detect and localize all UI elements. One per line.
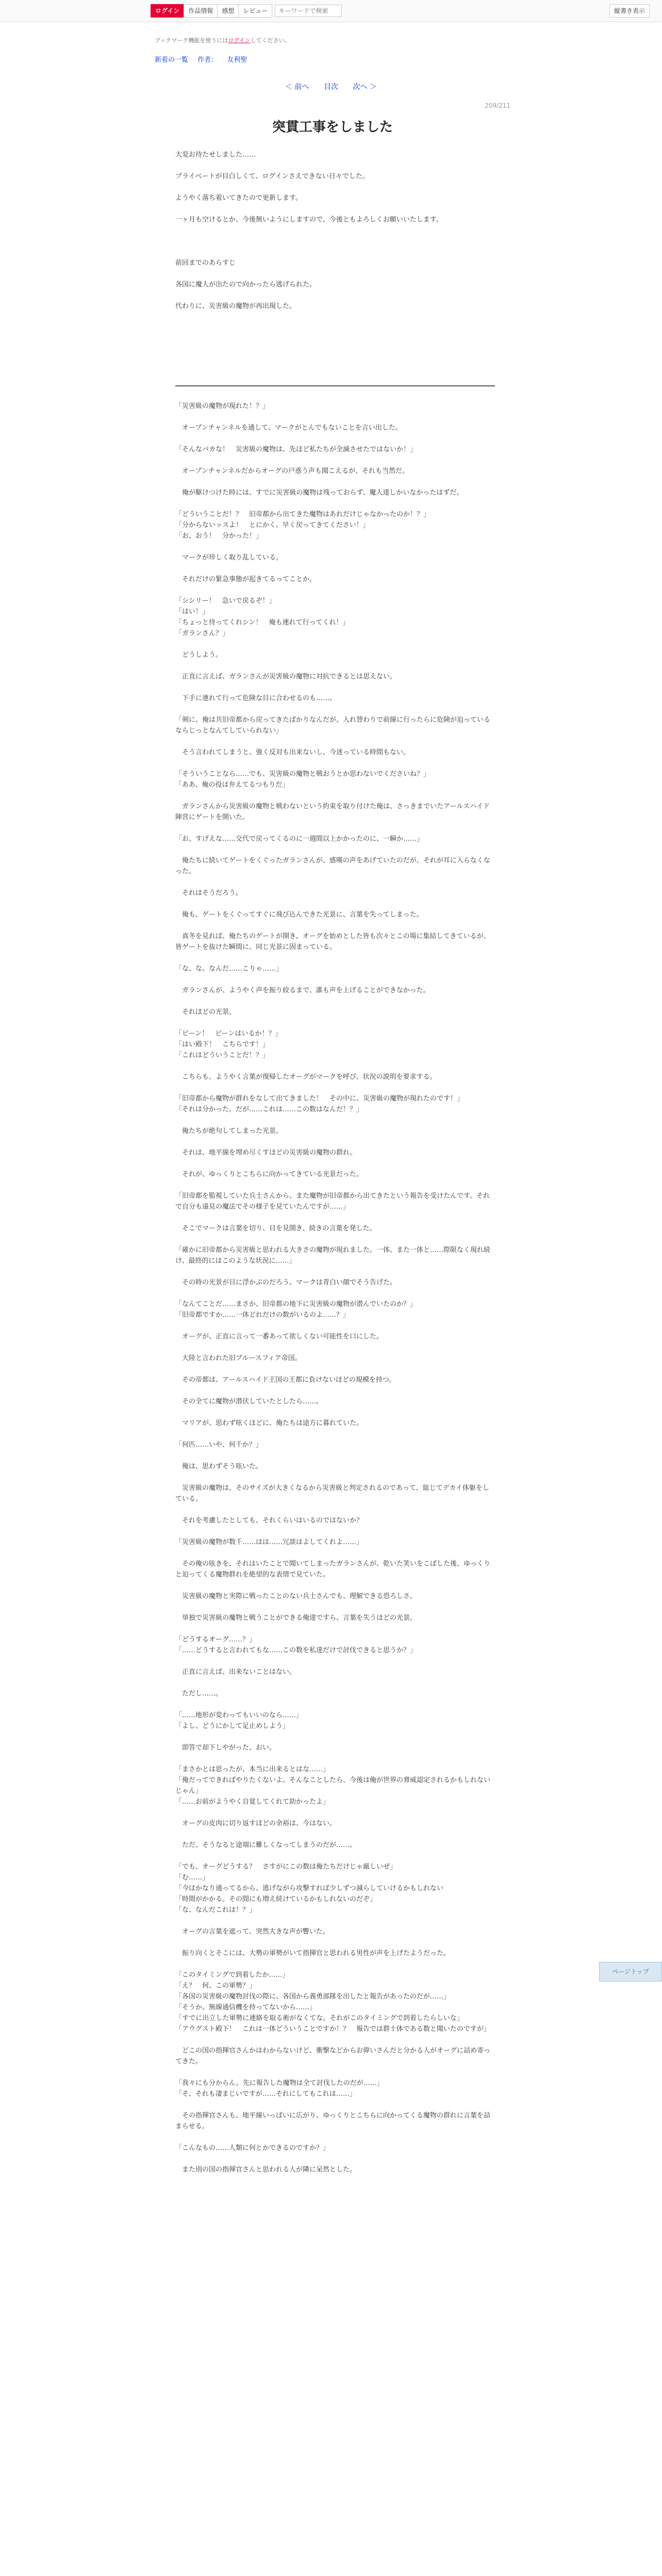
- body-paragraph: 「我々にも分からん。先に報告した魔物は全て討伐したのだが……」: [175, 2079, 384, 2087]
- index-link[interactable]: 目次: [324, 83, 338, 91]
- body-paragraph: [175, 1082, 495, 1093]
- body-paragraph: 振り向くとそこには、大勢の軍勢がいて指揮官と思われる男性が声を上げたようだった。: [175, 1950, 451, 1957]
- body-paragraph: 「ガランさん？」: [175, 630, 229, 637]
- body-paragraph: 「なんてことだ……まさか、旧帝都の地下に災害級の魔物が潜んでいたのか？」: [175, 1300, 417, 1308]
- preface-paragraph: ようやく落ち着いてきたので更新します。: [175, 194, 302, 202]
- body-paragraph: [175, 1288, 495, 1299]
- body-paragraph: [175, 1450, 495, 1461]
- page-top-button[interactable]: ページトップ: [599, 1962, 662, 1981]
- body-paragraph: 俺たちに続いてゲートをくぐったガランさんが、感嘆の声をあげていたのだが、それが耳に入らなくなった。: [175, 857, 490, 875]
- preface-paragraph: 代わりに、災害級の魔物が再出現した。: [175, 302, 296, 310]
- body-paragraph: どこの国の指揮官さんかはわからないけど、衝撃などからお偉いさんだと分かる人がオーグに詰め寄ってきた。: [175, 2047, 491, 2065]
- body-paragraph: 「な、なんだこれは！？」: [175, 1906, 256, 1914]
- body-paragraph: ガランさんから災害級の魔物と戦わないという約束を取り付けた俺は、さっきまでいたアールスハイド陣営にゲートを開いた。: [175, 803, 490, 821]
- body-paragraph: 俺も、ゲートをくぐってすぐに飛び込んできた光景に、言葉を失ってしまった。: [175, 911, 423, 919]
- body-paragraph: 「どういうことだ！？ 旧帝都から出てきた魔物はあれだけじゃなかったのか！？」: [175, 511, 431, 518]
- body-paragraph: 「……地形が変わってもいいのなら……」: [175, 1711, 303, 1719]
- body-paragraph: 俺は、思わずそう呟いた。: [175, 1463, 263, 1470]
- body-paragraph: それだけの緊急事態が起きてるってことか。: [175, 575, 317, 583]
- body-paragraph: 「どうするオーグ……？」: [175, 1636, 256, 1643]
- body-paragraph: 「お、おう！ 分かった！」: [175, 532, 263, 540]
- body-paragraph: 「そうか。無線通信機を持ってないから……」: [175, 2004, 317, 2011]
- body-paragraph: [175, 2035, 495, 2045]
- body-paragraph: [175, 758, 495, 769]
- body-paragraph: オーグが、正直に言って一番あって欲しくない可能性を口にした。: [175, 1333, 383, 1341]
- body-paragraph: 「まさかとは思ったが、本当に出来るとはな……」: [175, 1766, 330, 1773]
- body-paragraph: [175, 953, 495, 963]
- body-paragraph: その時の光景が目に浮かぶのだろう、マークは青白い顔でそう告げた。: [175, 1279, 397, 1286]
- body-paragraph: [175, 1548, 495, 1558]
- body-paragraph: [175, 1385, 495, 1396]
- body-paragraph: [175, 974, 495, 985]
- body-paragraph: [175, 660, 495, 671]
- preface-paragraph: 大変お待たせしました……: [175, 151, 256, 159]
- body-paragraph: 「でも、オーグどうする？ さすがにこの数は俺たちだけじゃ厳しいぜ」: [175, 1863, 397, 1871]
- body-paragraph: [175, 1504, 495, 1515]
- body-paragraph: 「はい殿下！ こちらです！」: [175, 1041, 269, 1048]
- body-paragraph: また別の国の指揮官さんと思われる人が隣に呆然とした。: [175, 2166, 357, 2174]
- body-paragraph: 大陸と言われた旧ブルースフィア帝国。: [175, 1354, 302, 1362]
- body-paragraph: オーグの言葉を遮って、突然大きな声が響いた。: [175, 1928, 329, 1936]
- search-input[interactable]: [275, 5, 342, 17]
- body-paragraph: 「剣に、俺は共旧帝都から戻ってきたばかりなんだが、入れ替わりで前線に行ったらに危険が迫っているならじっとなんてしていられない」: [175, 716, 491, 735]
- body-paragraph: オープンチャンネルだからオーグの戸惑う声も聞こえるが、それも当然だ。: [175, 467, 409, 475]
- chapter-number: 209/211: [485, 102, 510, 109]
- body-paragraph: ただ、そうなると途端に難しくなってしまうのだが……。: [175, 1841, 357, 1849]
- body-paragraph: それが、ゆっくりとこちらに向かってきている光景だった。: [175, 1171, 363, 1178]
- body-paragraph: [175, 920, 495, 931]
- top-bar: [0, 0, 662, 22]
- body-paragraph: [175, 1364, 495, 1375]
- body-paragraph: [175, 1807, 495, 1818]
- preface-paragraph: [175, 204, 495, 214]
- body-paragraph: 「それは分かった。だが……これは……この数はなんだ！？」: [175, 1106, 363, 1113]
- body-paragraph: 「ちょっと待ってくれシン！ 俺も連れて行ってくれ！」: [175, 619, 350, 626]
- body-paragraph: [175, 1959, 495, 1970]
- body-paragraph: 単独で災害級の魔物と戦うことができる俺達ですら、言葉を失うほどの光景。: [175, 1614, 417, 1622]
- body-paragraph: どうしよう。: [175, 651, 223, 659]
- preface-paragraph: [175, 225, 495, 236]
- preface-paragraph: [175, 268, 495, 279]
- preface-divider: [175, 385, 495, 386]
- preface-paragraph: 各国に魔人が出たので向かったら逃げられた。: [175, 281, 317, 289]
- notice-text-before: ブックマーク機能を使うには: [155, 37, 228, 44]
- body-paragraph: 「そ、それも凄まじいですが……それにしてもこれは……」: [175, 2090, 356, 2098]
- body-paragraph: それは、地平線を埋め尽くすほどの災害級の魔物の群れ。: [175, 1149, 357, 1157]
- body-paragraph: 「こんなもの……人類に何とかできるのですか？」: [175, 2144, 330, 2152]
- body-paragraph: [175, 1320, 495, 1331]
- body-paragraph: 「時間がかかる。その間にも増え続けているかもしれないのだぞ」: [175, 1895, 377, 1903]
- body-paragraph: オープンチャンネルを通して、マークがとんでもないことを言い出した。: [175, 424, 402, 432]
- body-paragraph: 災害級の魔物と実際に戦ったことのない兵士さんでも、理解できる恐ろしさ。: [175, 1592, 417, 1600]
- preface-paragraph: [175, 236, 495, 247]
- body-paragraph: [175, 1342, 495, 1353]
- body-paragraph: [175, 1472, 495, 1483]
- body-paragraph: ただし……。: [175, 1690, 223, 1698]
- body-paragraph: [175, 541, 495, 552]
- body-paragraph: それはそうだろう。: [175, 889, 243, 897]
- body-paragraph: 「今はかなり通ってるから、逃げながら攻撃すれば少しずつ減らしていけるかもしれない: [175, 1885, 444, 1892]
- body-paragraph: 下手に連れて行って危険な目に合わせるのも……。: [175, 694, 337, 702]
- body-paragraph: マリアが、思わず呟くほどに、俺たちは途方に暮れていた。: [175, 1419, 363, 1427]
- body-paragraph: [175, 1623, 495, 1634]
- preface-paragraph: プライベートが目白しくて、ログインさえできない日々でした。: [175, 173, 369, 180]
- body-paragraph: [175, 1266, 495, 1277]
- breadcrumb-author-name[interactable]: 友利聖: [227, 56, 247, 64]
- body-paragraph: [175, 899, 495, 909]
- body-paragraph: 「これはどういうことだ！？」: [175, 1052, 270, 1059]
- breadcrumb-author-label: 作者：: [197, 56, 218, 64]
- body-paragraph: [175, 1234, 495, 1245]
- body-paragraph: [175, 1158, 495, 1169]
- body-paragraph: 「シシリー！ 急いで戻るぞ！」: [175, 597, 276, 605]
- body-paragraph: [175, 1656, 495, 1667]
- body-paragraph: 「分からないッスよ！ とにかく、早く戻ってきてください！」: [175, 521, 370, 529]
- body-paragraph: [175, 2099, 495, 2110]
- body-paragraph: [175, 1937, 495, 1948]
- preface-paragraph: [175, 290, 495, 301]
- body-paragraph: [175, 844, 495, 855]
- chapter-pager: [0, 81, 662, 92]
- body-paragraph: [175, 1407, 495, 1418]
- body-paragraph: [175, 823, 495, 834]
- body-paragraph: その俺の呟きを、それはいたことで聞いてしまったガランさんが、乾いた笑いをこぼした後、ゆっくりと迫ってくる魔物群れを絶望的な表情で見ていた。: [175, 1560, 490, 1579]
- body-paragraph: [175, 1429, 495, 1439]
- body-paragraph: 「すでに出立した軍勢に連絡を取る術がなくてな。それがこのタイミングで到着したらしいな」: [175, 2014, 464, 2022]
- nav-impressions[interactable]: 感想: [217, 4, 239, 18]
- body-paragraph: [175, 1580, 495, 1591]
- body-paragraph: [175, 1137, 495, 1147]
- body-paragraph: 「ピーン！ ビーンはいるか！？」: [175, 1030, 282, 1038]
- body-paragraph: [175, 477, 495, 487]
- body-paragraph: [175, 1699, 495, 1710]
- body-paragraph: [175, 877, 495, 888]
- body-paragraph: [175, 2132, 495, 2143]
- body-paragraph: [175, 455, 495, 466]
- chapter-body: [175, 401, 495, 2175]
- body-paragraph: [175, 563, 495, 574]
- body-paragraph: それほどの光景。: [175, 1008, 236, 1016]
- body-paragraph: [175, 1061, 495, 1072]
- preface-paragraph: 一ヶ月も空けるとか、今後無いようにしますので、今後ともよろしくお願いいたします。: [175, 216, 443, 224]
- breadcrumb-new-list[interactable]: 新着の一覧: [155, 56, 189, 64]
- body-paragraph: [175, 736, 495, 747]
- body-paragraph: 「アウグスト殿下！ これは一体どういうことですか！？ 報告では群十体である数と聞いたのですが」: [175, 2025, 490, 2033]
- body-paragraph: 俺が駆けつけた時には、すでに災害級の魔物は残っておらず、魔人達しかいなかったはずだ。: [175, 489, 464, 497]
- body-paragraph: [175, 498, 495, 509]
- body-paragraph: 「……どうすると言われてもな……この数を私達だけで討伐できると思うか？」: [175, 1647, 417, 1654]
- body-paragraph: [175, 1602, 495, 1613]
- body-paragraph: 「旧帝都ですか……一体どれだけの数がいるのよ……？」: [175, 1311, 350, 1319]
- nav-work-info[interactable]: 作品情報: [184, 4, 218, 18]
- body-paragraph: 「旧帝都を監視していた兵士さんから、また魔物が旧帝都から出てきたという報告を受けたんです。それで自分も遠見の魔法でその様子を見ていたんですが……」: [175, 1192, 490, 1211]
- body-paragraph: 即答で却下しやがった、おい。: [175, 1744, 276, 1752]
- body-paragraph: [175, 1018, 495, 1028]
- body-paragraph: 俺たちが絶句してしまった光景。: [175, 1127, 283, 1135]
- notice-login-link[interactable]: ログイン: [228, 37, 251, 44]
- body-paragraph: 正直に言えば、ガランさんが災害級の魔物に対抗できるとは思えない。: [175, 673, 397, 681]
- body-paragraph: 正直に言えば、出来ないことはない。: [175, 1668, 296, 1676]
- preface-paragraph: [175, 182, 495, 193]
- body-paragraph: マークが珍しく取り乱している。: [175, 554, 283, 562]
- body-paragraph: [175, 1829, 495, 1840]
- body-paragraph: 「そんなバカな！ 災害級の魔物は、先ほど私たちが全滅させたではないか！」: [175, 446, 417, 453]
- preface: [175, 149, 495, 312]
- top-nav: [151, 4, 342, 18]
- body-paragraph: こちらも、ようやく言葉が復帰したオーグがマークを呼び、状況の説明を要求する。: [175, 1073, 437, 1081]
- body-paragraph: [175, 704, 495, 715]
- body-paragraph: [175, 2154, 495, 2164]
- body-paragraph: [175, 996, 495, 1007]
- body-paragraph: 真冬を見れば、俺たちのゲートが開き、オーグを始めとした皆も次々とこの場に集結してきているが、皆ゲートを抜けた瞬間に、同じ光景に固まっている。: [175, 933, 490, 951]
- body-paragraph: [175, 1677, 495, 1688]
- body-paragraph: 「旧帝都から魔物が群れをなして出てきました！ その中に、災害級の魔物が現れたのです！」: [175, 1095, 464, 1103]
- next-link[interactable]: 次へ ＞: [353, 83, 377, 91]
- body-paragraph: 「な、な、なんだ……こりゃ……」: [175, 965, 283, 973]
- body-paragraph: [175, 790, 495, 801]
- nav-reviews[interactable]: レビュー: [238, 4, 272, 18]
- body-paragraph: [175, 1180, 495, 1191]
- body-paragraph: オーグの皮肉に切り返すほどの余裕は、今はない。: [175, 1820, 337, 1827]
- preface-paragraph: 前回までのあらすじ: [175, 259, 236, 267]
- notice-text-after: してください。: [250, 37, 290, 44]
- body-paragraph: 「何匹……いや、何千か？」: [175, 1441, 262, 1449]
- login-button[interactable]: ログイン: [151, 4, 184, 18]
- body-paragraph: その指揮官さんも、地平線いっぱいに広がり、ゆっくりとこちらに向かってくる魔物の群れに言葉を詰まらせる。: [175, 2112, 490, 2130]
- body-paragraph: ガランさんが、ようやく声を振り絞るまで、誰も声を上げることができなかった。: [175, 987, 430, 994]
- body-paragraph: 「災害級の魔物が現れた！？」: [175, 402, 270, 410]
- chapter-title: 突貫工事をしました: [272, 120, 393, 135]
- body-paragraph: そう言われてしまうと、強く反対も出来ないし、今迷っている時間もない。: [175, 749, 410, 756]
- body-paragraph: その全てに魔物が潜伏していたとしたら……。: [175, 1398, 323, 1405]
- body-paragraph: [175, 1115, 495, 1126]
- body-paragraph: [175, 1526, 495, 1537]
- body-paragraph: それを考慮したとしても、それくらいはいるのではないか？: [175, 1517, 363, 1524]
- body-paragraph: 「はい！」: [175, 608, 209, 616]
- body-paragraph: 「災害級の魔物が数千……はは……冗談はよしてくれよ……」: [175, 1538, 363, 1546]
- body-paragraph: [175, 1732, 495, 1742]
- body-paragraph: [175, 585, 495, 596]
- body-paragraph: 「……お前がようやく自覚してくれて助かったよ」: [175, 1798, 330, 1806]
- body-paragraph: そこでマークは言葉を切り、目を見開き、続きの言葉を発した。: [175, 1225, 376, 1232]
- body-paragraph: 「お、すげえな……交代で戻ってくるのに一週間以上かかったのに、一瞬か……」: [175, 835, 424, 843]
- body-paragraph: [175, 1916, 495, 1926]
- prev-link[interactable]: ＜ 前へ: [285, 83, 309, 91]
- body-paragraph: [175, 412, 495, 422]
- body-paragraph: 「俺だってできればやりたくないよ。そんなことしたら、今後は俺が世界の脅威認定されるかもしれないじゃん」: [175, 1776, 491, 1795]
- body-paragraph: [175, 2067, 495, 2078]
- preface-paragraph: [175, 247, 495, 258]
- body-paragraph: [175, 682, 495, 693]
- body-paragraph: 「よし、どうにかして足止めしよう」: [175, 1722, 290, 1730]
- body-paragraph: その帝都は、アールスハイド王国の王都に負けないほどの規模を持つ。: [175, 1376, 396, 1384]
- body-paragraph: [175, 639, 495, 650]
- body-paragraph: [175, 1851, 495, 1861]
- body-paragraph: 「え？ 何、この軍勢？」: [175, 1982, 256, 1990]
- body-paragraph: 災害級の魔物は、そのサイズが大きくなるから災害級と判定されるのであって、総じてデカイ体躯をしている。: [175, 1484, 489, 1503]
- body-paragraph: [175, 1753, 495, 1764]
- body-paragraph: [175, 1212, 495, 1223]
- breadcrumb: [155, 54, 254, 64]
- vertical-view-button[interactable]: 縦書き表示: [609, 4, 650, 18]
- body-paragraph: 「む……」: [175, 1874, 209, 1882]
- body-paragraph: 「ああ、俺の役は弁えてるつもりだ」: [175, 781, 289, 789]
- login-notice: [155, 36, 290, 44]
- body-paragraph: 「このタイミングで到着したか……」: [175, 1971, 289, 1979]
- body-paragraph: 「確かに旧帝都から災害級と思われる大きさの魔物が現れました。一体、また一体と……際限なく現れ続け、最終的にはこのような状況に……」: [175, 1246, 491, 1265]
- body-paragraph: [175, 433, 495, 444]
- body-paragraph: 「そういうことなら……でも、災害級の魔物と戦おうとか思わないでくださいね？」: [175, 770, 431, 778]
- body-paragraph: 「各国の災害級の魔物討伐の際に、各国から義勇部隊を出したと報告があったのだが……」: [175, 1993, 450, 2001]
- preface-paragraph: [175, 160, 495, 171]
